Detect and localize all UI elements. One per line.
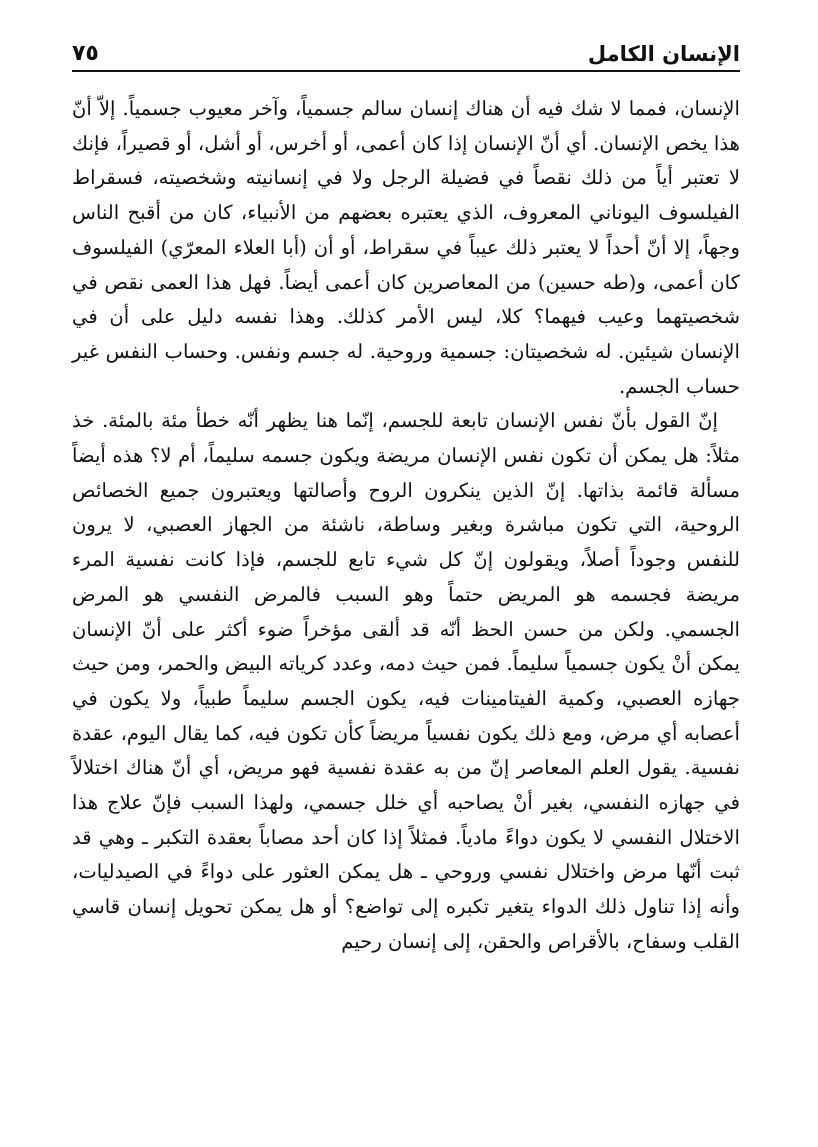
header-divider [72,70,740,72]
paragraph-2: إنّ القول بأنّ نفس الإنسان تابعة للجسم، إنّما هنا يظهر أنّه خطأ مئة بالمئة. خذ مثلاً: هل يمكن أن تكون نفس الإنسان مريضة ويكون جسمه سليماً، أم لا؟ هذه أيضاً مسألة قائمة بذاتها. إنّ الذين ينكرون الروح وأصالتها ويعتبرون جميع الخصائص الروحية، التي تكون مباشرة وبغير وساطة، ناشئة من الجهاز العصبي، لا يرون للنفس وجوداً أصلاً، ويقولون إنّ كل شيء تابع للجسم، فإذا كانت نفسية المرء مريضة فجسمه هو المريض حتماً وهو السبب فالمرض النفسي هو المرض الجسمي. ولكن من حسن الحظ أنّه قد ألقى مؤخراً ضوء أكثر على أنّ الإنسان يمكن أنْ يكون جسمياً سليماً. فمن حيث دمه، وعدد كرياته البيض والحمر، ومن حيث جهازه العصبي، وكمية الفيتامينات فيه، يكون الجسم سليماً طبياً، ولا يكون في أعصابه أي مرض، ومع ذلك يكون نفسياً مريضاً كأن تكون فيه، كما يقال اليوم، عقدة نفسية. يقول العلم المعاصر إنّ من به عقدة نفسية فهو مريض، أي أنّ هناك اختلالاً في جهازه النفسي، بغير أنْ يصاحبه أي خلل جسمي، ولهذا السبب فإنّ علاج هذا الاختلال النفسي لا يكون دواءً مادياً. فمثلاً إذا كان أحد مصاباً بعقدة التكبر ـ وهي قد ثبت أنّها مرض واختلال نفسي وروحي ـ هل يمكن العثور على دواءً في الصيدليات، وأنه إذا تناول ذلك الدواء يتغير تكبره إلى تواضع؟ أو هل يمكن تحويل إنسان قاسي القلب وسفاح، بالأقراص والحقن، إلى إنسان رحيم [72,409,740,953]
page-number: ٧٥ [72,41,99,66]
paragraph-1: الإنسان، فمما لا شك فيه أن هناك إنسان سالم جسمياً، وآخر معيوب جسمياً. إلاّ أنّ هذا يخص الإنسان. أي أنّ الإنسان إذا كان أعمى، أو أخرس، أو أشل، أو قصيراً، فإنك لا تعتبر أياً من ذلك نقصاً في فضيلة الرجل ولا في إنسانيته وشخصيته، فسقراط الفيلسوف اليوناني المعروف، الذي يعتبره بعضهم من الأنبياء، كان من أقبح الناس وجهاً، إلا أنّ أحداً لا يعتبر ذلك عيباً في سقراط، أو أن (أبا العلاء المعرّي) الفيلسوف كان أعمى، و(طه حسين) من المعاصرين كان أعمى أيضاً. فهل هذا العمى نقص في شخصيتهما وعيب فيهما؟ كلا، ليس الأمر كذلك. وهذا نفسه دليل على أن في الإنسان شيئين. له شخصيتان: جسمية وروحية. له جسم ونفس. وحساب النفس غير حساب الجسم. [72,97,740,398]
body-text [72,92,740,960]
running-header [72,30,740,66]
book-title: الإنسان الكامل [587,42,740,66]
